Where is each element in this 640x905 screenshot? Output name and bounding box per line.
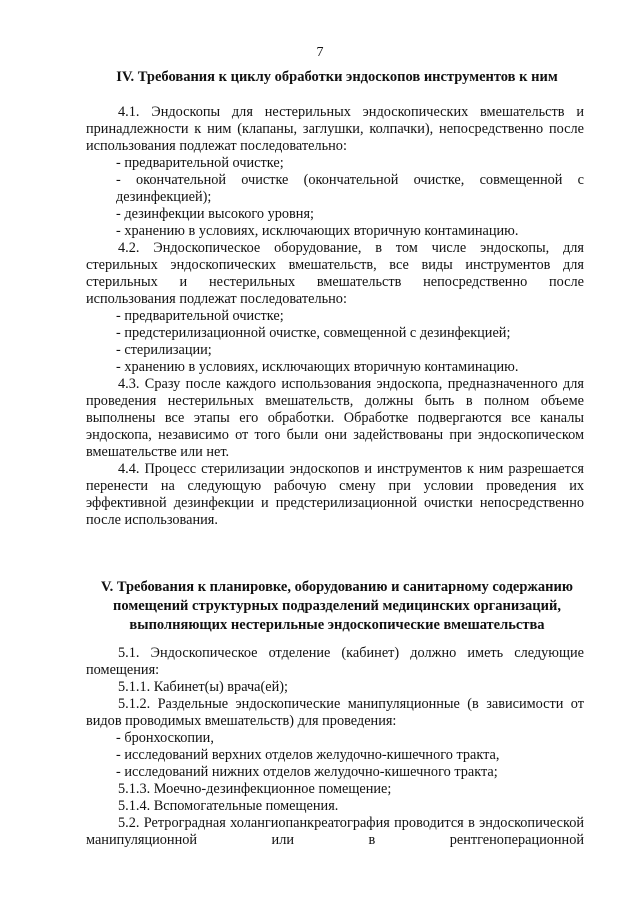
paragraph-5-1: 5.1. Эндоскопическое отделение (кабинет) должно иметь следующие помещения: xyxy=(86,645,584,678)
list-item: - стерилизации; xyxy=(116,342,212,358)
list-item: - предварительной очистке; xyxy=(116,155,284,171)
list-item: - исследований верхних отделов желудочно-кишечного тракта, xyxy=(116,747,500,763)
paragraph-5-1-3: 5.1.3. Моечно-дезинфекционное помещение; xyxy=(118,781,392,797)
paragraph-5-2: 5.2. Ретроградная холангиопанкреатография проводится в эндоскопической манипуляционной или в рентгеноперационной xyxy=(86,815,584,848)
list-item: - хранению в условиях, исключающих вторичную контаминацию. xyxy=(116,359,519,375)
list-item: - предварительной очистке; xyxy=(116,308,284,324)
list-item: - хранению в условиях, исключающих вторичную контаминацию. xyxy=(116,223,519,239)
paragraph-5-1-1: 5.1.1. Кабинет(ы) врача(ей); xyxy=(118,679,289,695)
page-number: 7 xyxy=(316,45,324,60)
paragraph-4-2: 4.2. Эндоскопическое оборудование, в том числе эндоскопы, для стерильных эндоскопических вмешательств, все виды инструментов для стерильных и нестерильных вмешательств непосредственно после использования подлежат последовательно: xyxy=(86,240,584,307)
paragraph-4-3: 4.3. Сразу после каждого использования эндоскопа, предназначенного для проведения нестерильных вмешательств, должны быть в полном объеме выполнены все этапы его обработки. Обработке подвергаются все каналы эндоскопа, независимо от того были они задействованы при эндоскопическом вмешательстве или нет. xyxy=(86,376,584,460)
list-item: - бронхоскопии, xyxy=(116,730,214,746)
list-item: - предстерилизационной очистке, совмещенной с дезинфекцией; xyxy=(116,325,511,341)
list-item: - дезинфекции высокого уровня; xyxy=(116,206,315,222)
section-5-title: V. Требования к планировке, оборудованию и санитарному содержанию помещений структурных подразделений медицинских организаций, выполняющих нестерильные эндоскопические вмешательства xyxy=(101,579,573,633)
section-4-body xyxy=(86,104,584,529)
section-4-title: IV. Требования к циклу обработки эндоскопов инструментов к ним xyxy=(116,69,558,85)
list-item: - окончательной очистке (окончательной очистке, совмещенной с дезинфекцией); xyxy=(116,172,584,205)
paragraph-5-1-4: 5.1.4. Вспомогательные помещения. xyxy=(118,798,339,814)
paragraph-4-1: 4.1. Эндоскопы для нестерильных эндоскопических вмешательств и принадлежности к ним (клапаны, заглушки, колпачки), непосредственно после использования подлежат последовательно: xyxy=(86,104,584,154)
section-5-body xyxy=(86,645,584,849)
paragraph-4-4: 4.4. Процесс стерилизации эндоскопов и инструментов к ним разрешается перенести на следующую рабочую смену при условии проведения их эффективной дезинфекции и предстерилизационной очистки непосредственно после использования. xyxy=(86,461,584,528)
paragraph-5-1-2: 5.1.2. Раздельные эндоскопические манипуляционные (в зависимости от видов проводимых вмешательств) для проведения: xyxy=(86,696,584,729)
list-item: - исследований нижних отделов желудочно-кишечного тракта; xyxy=(116,764,498,780)
